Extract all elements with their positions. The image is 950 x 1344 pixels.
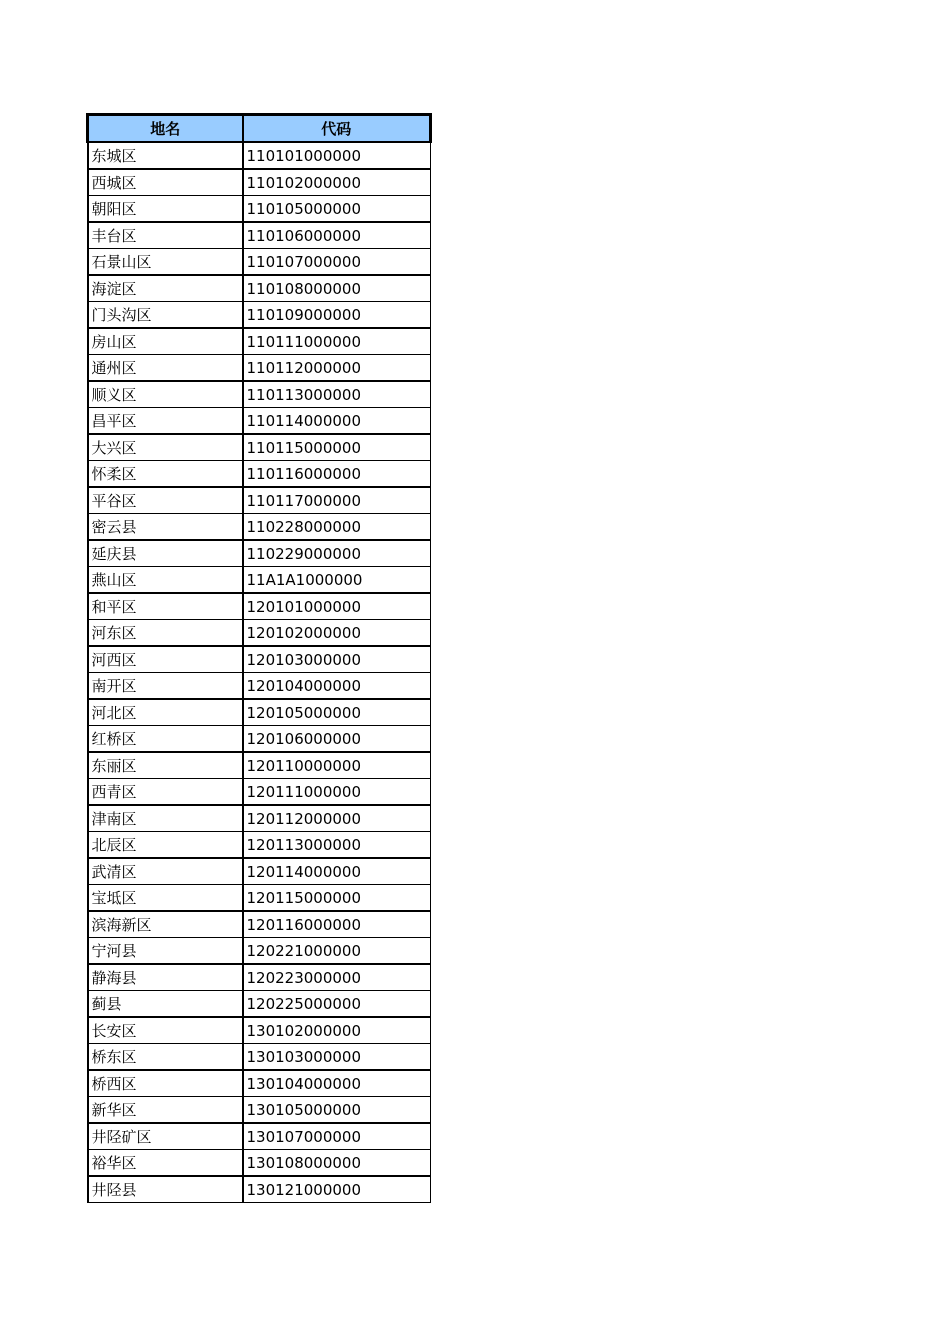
place-name-cell: 大兴区: [88, 434, 243, 461]
code-cell: 120116000000: [243, 911, 431, 938]
table-row: [88, 1070, 431, 1097]
place-name-cell: 武清区: [88, 858, 243, 885]
header-row: [88, 115, 431, 143]
place-name-cell: 石景山区: [88, 249, 243, 276]
table-row: [88, 964, 431, 991]
code-cell: 110106000000: [243, 222, 431, 249]
table-row: [88, 646, 431, 673]
place-name-cell: 河东区: [88, 620, 243, 647]
table-row: [88, 805, 431, 832]
place-name-cell: 怀柔区: [88, 461, 243, 488]
code-cell: 120105000000: [243, 699, 431, 726]
place-name-cell: 和平区: [88, 593, 243, 620]
table-row: [88, 222, 431, 249]
place-name-cell: 宁河县: [88, 938, 243, 965]
code-cell: 120113000000: [243, 832, 431, 859]
code-cell: 110105000000: [243, 196, 431, 223]
place-name-cell: 桥西区: [88, 1070, 243, 1097]
place-name-cell: 燕山区: [88, 567, 243, 594]
code-cell: 120103000000: [243, 646, 431, 673]
table-row: [88, 1123, 431, 1150]
code-cell: 120225000000: [243, 991, 431, 1018]
code-cell: 120101000000: [243, 593, 431, 620]
code-cell: 120221000000: [243, 938, 431, 965]
place-name-cell: 静海县: [88, 964, 243, 991]
table-row: [88, 620, 431, 647]
table-row: [88, 1097, 431, 1124]
code-cell: 120106000000: [243, 726, 431, 753]
place-name-cell: 顺义区: [88, 381, 243, 408]
code-cell: 120110000000: [243, 752, 431, 779]
table-row: [88, 779, 431, 806]
place-name-cell: 河西区: [88, 646, 243, 673]
table-row: [88, 911, 431, 938]
place-name-cell: 房山区: [88, 328, 243, 355]
place-name-cell: 朝阳区: [88, 196, 243, 223]
table-row: [88, 938, 431, 965]
place-name-cell: 昌平区: [88, 408, 243, 435]
code-cell: 120115000000: [243, 885, 431, 912]
header-code: 代码: [243, 115, 431, 143]
code-cell: 120223000000: [243, 964, 431, 991]
place-name-cell: 西城区: [88, 169, 243, 196]
code-cell: 110115000000: [243, 434, 431, 461]
place-name-cell: 津南区: [88, 805, 243, 832]
place-name-cell: 井陉矿区: [88, 1123, 243, 1150]
table-row: [88, 355, 431, 382]
table-row: [88, 567, 431, 594]
place-name-cell: 延庆县: [88, 540, 243, 567]
table-row: [88, 1044, 431, 1071]
place-name-cell: 通州区: [88, 355, 243, 382]
table-row: [88, 858, 431, 885]
table-row: [88, 169, 431, 196]
code-cell: 130102000000: [243, 1017, 431, 1044]
code-cell: 120102000000: [243, 620, 431, 647]
table-row: [88, 699, 431, 726]
code-cell: 130104000000: [243, 1070, 431, 1097]
code-cell: 110107000000: [243, 249, 431, 276]
code-cell: 110112000000: [243, 355, 431, 382]
code-cell: 120104000000: [243, 673, 431, 700]
table-row: [88, 275, 431, 302]
table-row: [88, 673, 431, 700]
code-cell: 110102000000: [243, 169, 431, 196]
place-name-cell: 丰台区: [88, 222, 243, 249]
place-name-cell: 红桥区: [88, 726, 243, 753]
code-cell: 110117000000: [243, 487, 431, 514]
place-name-cell: 东丽区: [88, 752, 243, 779]
table-row: [88, 381, 431, 408]
table-row: [88, 593, 431, 620]
code-cell: 110111000000: [243, 328, 431, 355]
code-cell: 110229000000: [243, 540, 431, 567]
table-row: [88, 302, 431, 329]
code-cell: 110108000000: [243, 275, 431, 302]
table-row: [88, 991, 431, 1018]
place-name-cell: 河北区: [88, 699, 243, 726]
code-cell: 120114000000: [243, 858, 431, 885]
table-row: [88, 408, 431, 435]
code-cell: 110109000000: [243, 302, 431, 329]
header-name: 地名: [88, 115, 243, 143]
place-name-cell: 门头沟区: [88, 302, 243, 329]
region-code-table: [86, 113, 432, 1203]
table-row: [88, 196, 431, 223]
table-row: [88, 434, 431, 461]
place-name-cell: 裕华区: [88, 1150, 243, 1177]
place-name-cell: 海淀区: [88, 275, 243, 302]
place-name-cell: 井陉县: [88, 1176, 243, 1203]
table-row: [88, 487, 431, 514]
table-row: [88, 832, 431, 859]
table-row: [88, 461, 431, 488]
table-row: [88, 328, 431, 355]
code-cell: 110228000000: [243, 514, 431, 541]
code-cell: 130121000000: [243, 1176, 431, 1203]
place-name-cell: 平谷区: [88, 487, 243, 514]
place-name-cell: 北辰区: [88, 832, 243, 859]
place-name-cell: 滨海新区: [88, 911, 243, 938]
table-body: [88, 142, 431, 1203]
code-cell: 120112000000: [243, 805, 431, 832]
code-cell: 130103000000: [243, 1044, 431, 1071]
table-row: [88, 752, 431, 779]
code-cell: 120111000000: [243, 779, 431, 806]
place-name-cell: 南开区: [88, 673, 243, 700]
code-cell: 110113000000: [243, 381, 431, 408]
table-row: [88, 1176, 431, 1203]
place-name-cell: 桥东区: [88, 1044, 243, 1071]
table-row: [88, 142, 431, 169]
place-name-cell: 长安区: [88, 1017, 243, 1044]
code-cell: 130108000000: [243, 1150, 431, 1177]
place-name-cell: 密云县: [88, 514, 243, 541]
code-cell: 11A1A1000000: [243, 567, 431, 594]
table-row: [88, 249, 431, 276]
table-row: [88, 1017, 431, 1044]
code-cell: 130107000000: [243, 1123, 431, 1150]
place-name-cell: 蓟县: [88, 991, 243, 1018]
table-row: [88, 726, 431, 753]
place-name-cell: 西青区: [88, 779, 243, 806]
table-row: [88, 885, 431, 912]
place-name-cell: 新华区: [88, 1097, 243, 1124]
table-row: [88, 1150, 431, 1177]
table-row: [88, 514, 431, 541]
code-cell: 130105000000: [243, 1097, 431, 1124]
place-name-cell: 东城区: [88, 142, 243, 169]
code-cell: 110101000000: [243, 142, 431, 169]
code-cell: 110116000000: [243, 461, 431, 488]
place-name-cell: 宝坻区: [88, 885, 243, 912]
code-cell: 110114000000: [243, 408, 431, 435]
table-row: [88, 540, 431, 567]
